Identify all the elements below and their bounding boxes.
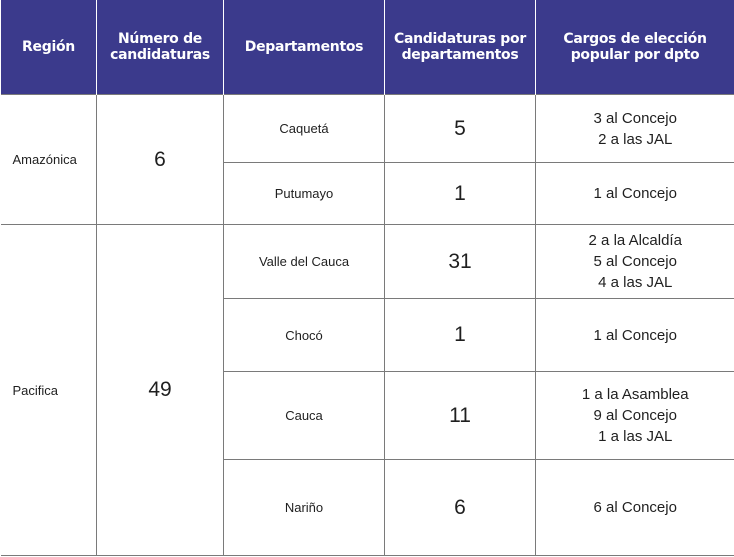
- department-candidaturas-cell: 5: [385, 95, 536, 163]
- region-cell: Amazónica: [1, 95, 97, 225]
- cargo-line: 1 al Concejo: [593, 185, 677, 202]
- cargo-line: 9 al Concejo: [593, 407, 677, 424]
- cargos-cell: [536, 95, 734, 163]
- department-candidaturas-cell: 11: [385, 372, 536, 460]
- cargos-cell: [536, 163, 734, 225]
- cargos-cell: [536, 225, 734, 299]
- header-numero-candidaturas: Número de candidaturas: [97, 0, 224, 95]
- header-departamentos: Departamentos: [224, 0, 385, 95]
- cargo-line: 1 a la Asamblea: [581, 386, 689, 403]
- department-candidaturas-cell: 1: [385, 299, 536, 372]
- header-region: Región: [1, 0, 97, 95]
- cargo-line: 1 a las JAL: [598, 428, 673, 445]
- department-candidaturas-cell: 31: [385, 225, 536, 299]
- table-row: [1, 225, 734, 299]
- cargo-line: 3 al Concejo: [593, 109, 677, 127]
- cargos-cell: [536, 299, 734, 372]
- cargo-line: 1 al Concejo: [593, 326, 677, 344]
- department-cell: Chocó: [224, 299, 385, 372]
- department-cell: Nariño: [224, 460, 385, 556]
- cargo-line: 6 al Concejo: [593, 499, 677, 516]
- cargos-cell: [536, 460, 734, 556]
- cargo-line: 5 al Concejo: [593, 253, 677, 270]
- region-count-cell: 6: [97, 95, 224, 225]
- department-cell: Putumayo: [224, 163, 385, 225]
- table-row: [1, 95, 734, 163]
- table-header: [1, 0, 734, 95]
- region-cell: Pacifica: [1, 225, 97, 556]
- header-row: [1, 0, 734, 95]
- department-cell: Caquetá: [224, 95, 385, 163]
- table-body: [1, 95, 734, 556]
- department-cell: Valle del Cauca: [224, 225, 385, 299]
- cargo-line: 4 a las JAL: [598, 274, 673, 291]
- header-cargos: Cargos de elección popular por dpto: [536, 0, 734, 95]
- department-candidaturas-cell: 6: [385, 460, 536, 556]
- cargo-line: 2 a las JAL: [598, 130, 673, 148]
- department-candidaturas-cell: 1: [385, 163, 536, 225]
- department-cell: Cauca: [224, 372, 385, 460]
- header-candidaturas-por-departamento: Candidaturas por departamentos: [385, 0, 536, 95]
- region-count-cell: 49: [97, 225, 224, 556]
- cargos-cell: [536, 372, 734, 460]
- cargo-line: 2 a la Alcaldía: [588, 232, 682, 249]
